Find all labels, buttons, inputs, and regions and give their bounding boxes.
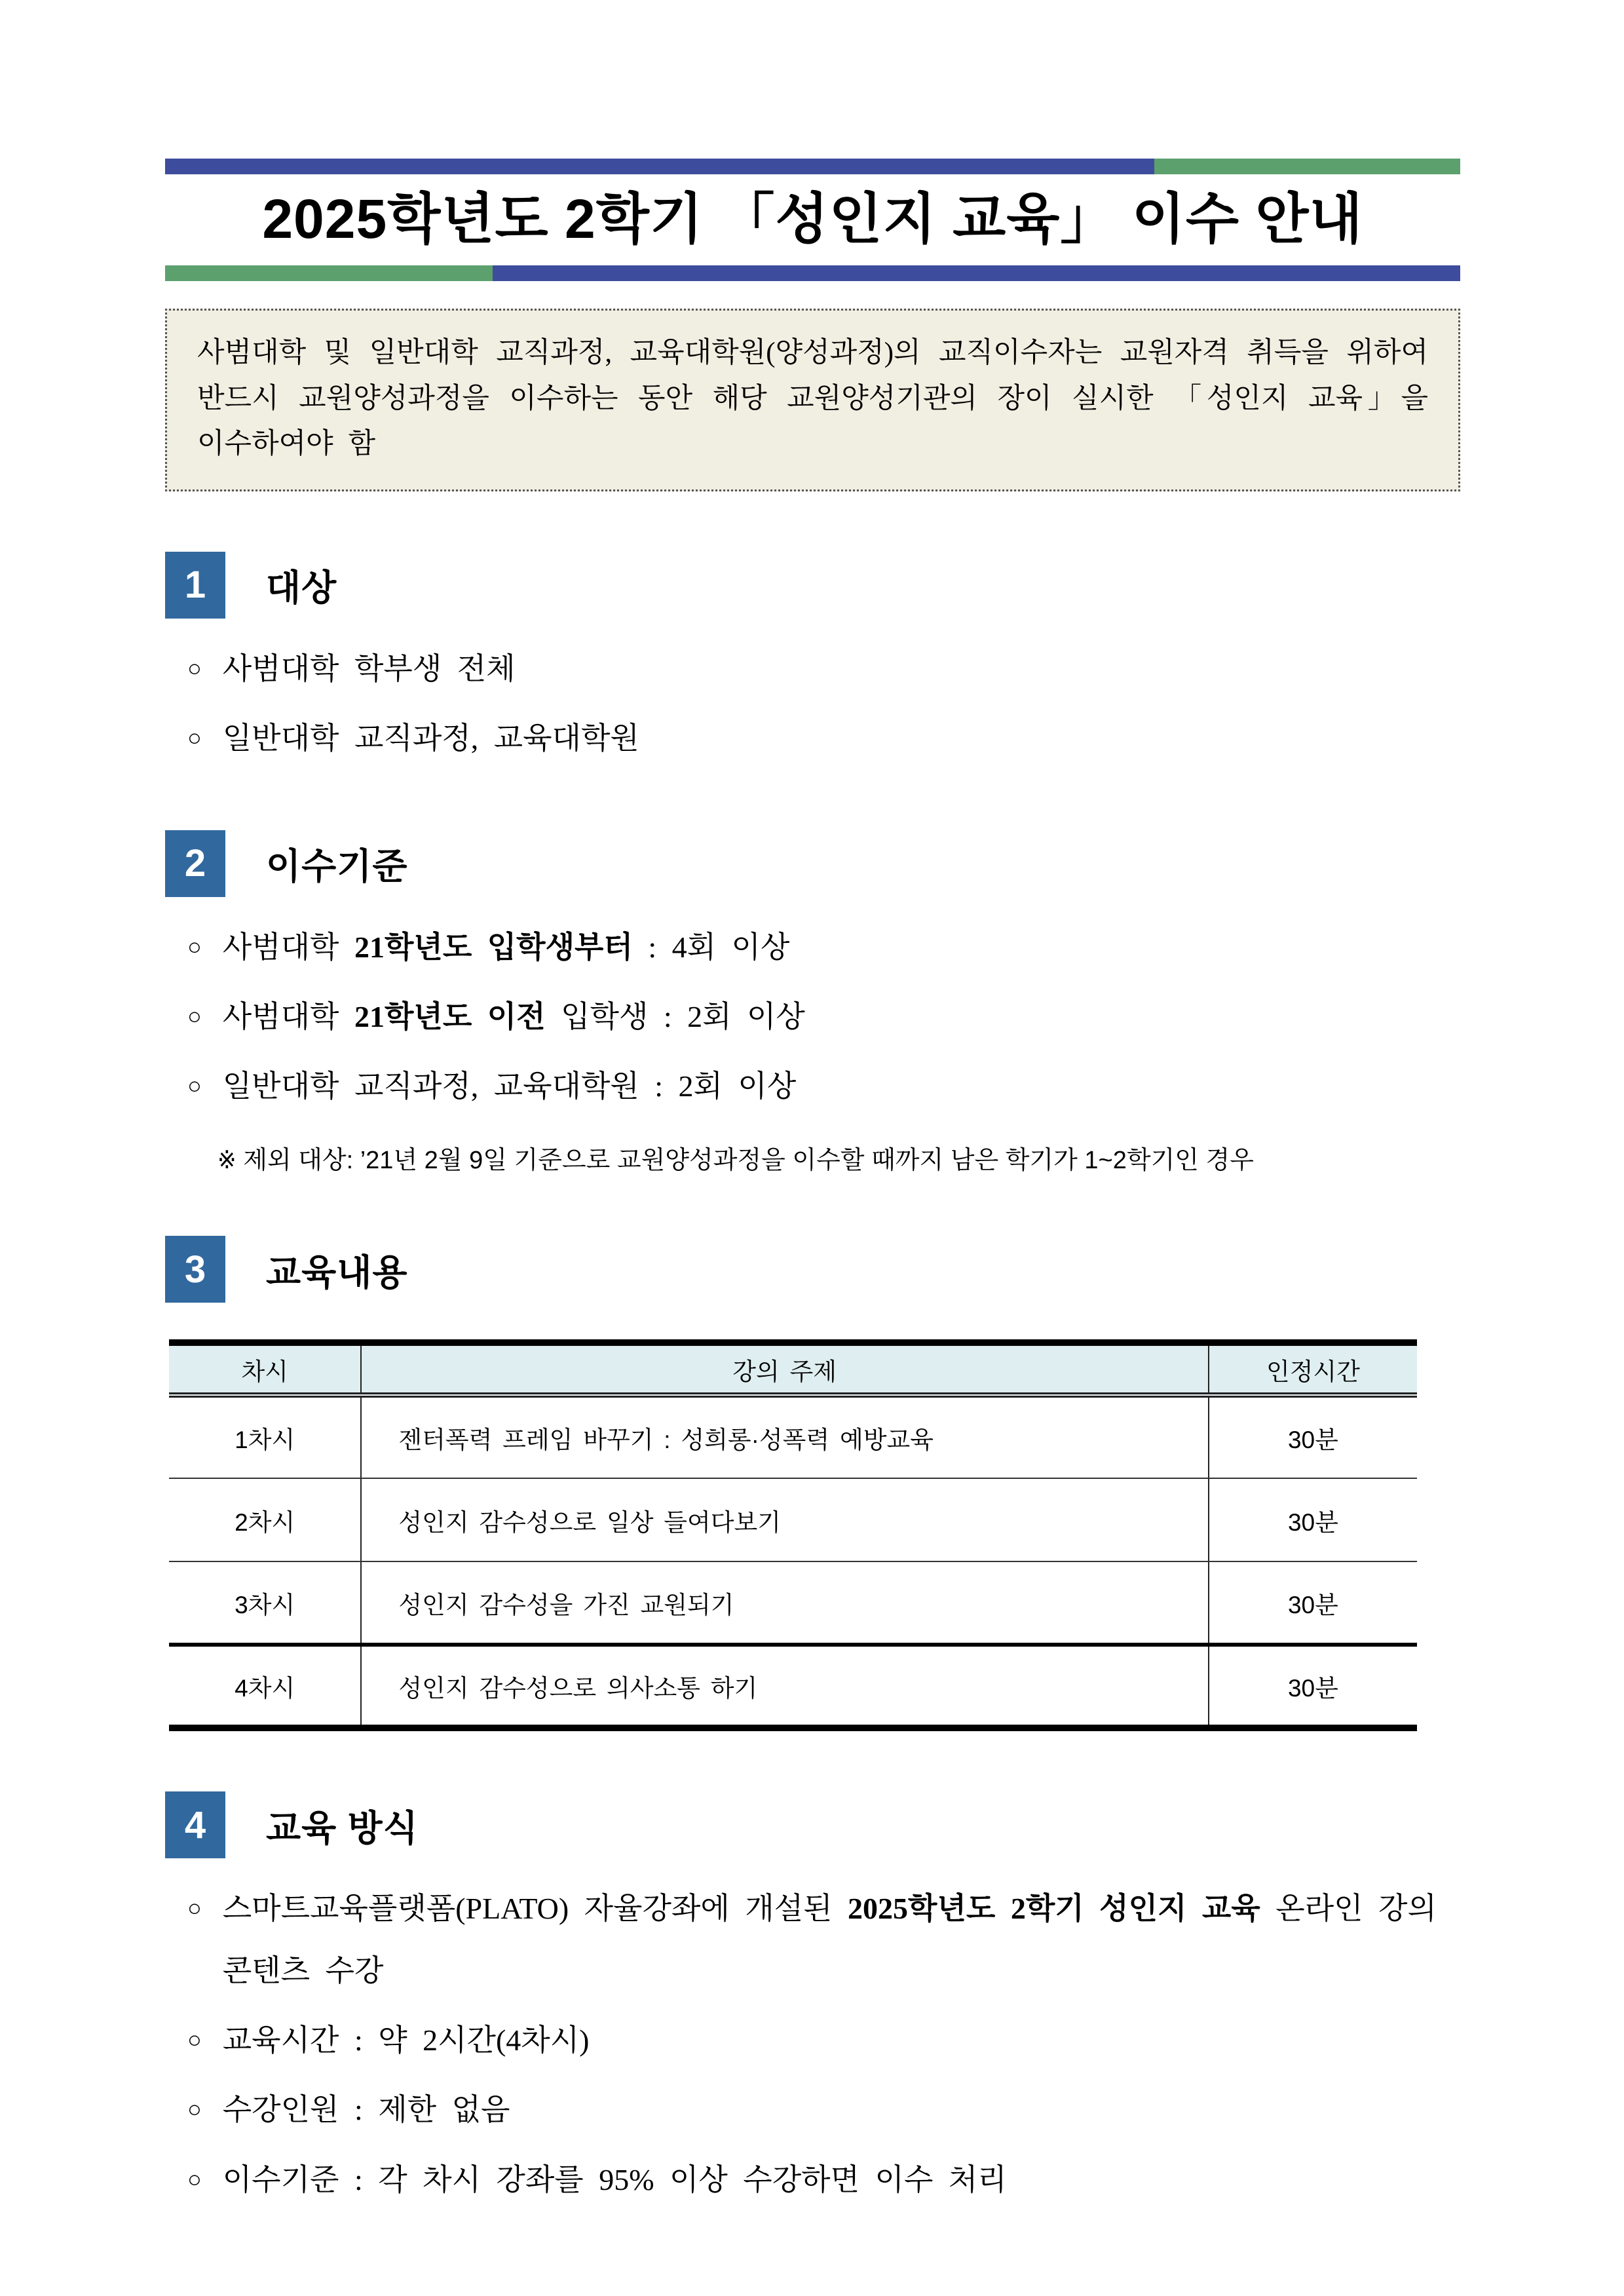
list-item-text: 사범대학 21학년도 이전 입학생 : 2회 이상 <box>222 999 805 1033</box>
session-cell: 1차시 <box>169 1395 361 1478</box>
list-item-text: 수강인원 : 제한 없음 <box>222 2093 510 2127</box>
table-row <box>169 1561 1417 1645</box>
list-item <box>165 2149 1460 2211</box>
exclusion-note: ※ 제외 대상: ’21년 2월 9일 기준으로 교원양성과정을 이수할 때까지 남은 학기가 1~2학기인 경우 <box>217 1147 1254 1175</box>
list-item <box>165 986 1460 1048</box>
column-header-time: 인정시간 <box>1209 1343 1417 1395</box>
time-cell: 30분 <box>1209 1478 1417 1561</box>
list-item-text: 사범대학 학부생 전체 <box>222 651 516 685</box>
section-1-header <box>165 552 1460 619</box>
time-cell: 30분 <box>1209 1561 1417 1645</box>
list-item-text: 스마트교육플랫폼(PLATO) 자율강좌에 개설된 2025학년도 2학기 성인지 교육 온라인 강의 콘텐츠 수강 <box>222 1892 1437 1987</box>
list-item-text: 사범대학 21학년도 입학생부터 : 4회 이상 <box>222 930 790 964</box>
section-2-number-box: 2 <box>165 830 225 897</box>
section-2-header <box>165 830 1460 897</box>
section-1-number-box: 1 <box>165 552 225 619</box>
title-top-bar <box>165 159 1460 174</box>
session-cell: 3차시 <box>169 1561 361 1645</box>
circle-bullet-icon: ○ <box>187 655 202 681</box>
topic-cell: 성인지 감수성으로 의사소통 하기 <box>361 1645 1209 1728</box>
section-2-list <box>165 917 1460 1118</box>
list-item <box>165 917 1460 978</box>
bottom-bar-green-segment <box>165 265 493 281</box>
table-header-row <box>169 1343 1417 1395</box>
section-3-header <box>165 1236 1460 1303</box>
session-cell: 2차시 <box>169 1478 361 1561</box>
education-content-table <box>169 1339 1417 1731</box>
table-row <box>169 1478 1417 1561</box>
section-4-number-box: 4 <box>165 1791 225 1858</box>
section-1-list <box>165 638 1460 770</box>
time-cell: 30분 <box>1209 1395 1417 1478</box>
section-4-list <box>165 1878 1460 2210</box>
column-header-topic: 강의 주제 <box>361 1343 1209 1395</box>
list-item <box>165 708 1460 769</box>
section-4-title: 교육 방식 <box>266 1807 419 1848</box>
section-3-title: 교육내용 <box>266 1252 408 1293</box>
notice-box <box>165 309 1460 491</box>
table-row <box>169 1395 1417 1478</box>
time-cell: 30분 <box>1209 1645 1417 1728</box>
list-item-text: 일반대학 교직과정, 교육대학원 : 2회 이상 <box>222 1069 797 1103</box>
circle-bullet-icon: ○ <box>187 2096 202 2123</box>
topic-cell: 젠터폭력 프레임 바꾸기 : 성희롱·성폭력 예방교육 <box>361 1395 1209 1478</box>
list-item-text: 일반대학 교직과정, 교육대학원 <box>222 721 639 756</box>
list-item <box>165 1878 1460 2002</box>
column-header-session: 차시 <box>169 1343 361 1395</box>
topic-cell: 성인지 감수성을 가진 교원되기 <box>361 1561 1209 1645</box>
circle-bullet-icon: ○ <box>187 1073 202 1100</box>
section-4-header <box>165 1791 1460 1858</box>
section-3-number-box: 3 <box>165 1236 225 1303</box>
circle-bullet-icon: ○ <box>187 1003 202 1029</box>
list-item <box>165 2010 1460 2071</box>
section-1-title: 대상 <box>266 567 337 609</box>
top-bar-blue-segment <box>165 159 1154 174</box>
list-item-text: 이수기준 : 각 차시 강좌를 95% 이상 수강하면 이수 처리 <box>222 2162 1007 2196</box>
circle-bullet-icon: ○ <box>187 1895 202 1922</box>
list-item <box>165 2079 1460 2141</box>
circle-bullet-icon: ○ <box>187 725 202 752</box>
topic-cell: 성인지 감수성으로 일상 들여다보기 <box>361 1478 1209 1561</box>
notice-text: 사범대학 및 일반대학 교직과정, 교육대학원(양성과정)의 교직이수자는 교원자격 취득을 위하여 반드시 교원양성과정을 이수하는 동안 해당 교원양성기관의 장이 실시한 「성인지 교육」을 이수하여야 함 <box>197 337 1428 460</box>
section-2-title: 이수기준 <box>266 846 408 887</box>
circle-bullet-icon: ○ <box>187 933 202 960</box>
top-bar-green-segment <box>1154 159 1460 174</box>
list-item <box>165 638 1460 700</box>
page-title: 2025학년도 2학기 「성인지 교육」 이수 안내 <box>262 188 1363 250</box>
title-bottom-bar <box>165 265 1460 281</box>
circle-bullet-icon: ○ <box>187 2166 202 2192</box>
table-row <box>169 1645 1417 1728</box>
list-item <box>165 1056 1460 1117</box>
bottom-bar-blue-segment <box>493 265 1460 281</box>
session-cell: 4차시 <box>169 1645 361 1728</box>
circle-bullet-icon: ○ <box>187 2027 202 2054</box>
list-item-text: 교육시간 : 약 2시간(4차시) <box>222 2023 590 2057</box>
